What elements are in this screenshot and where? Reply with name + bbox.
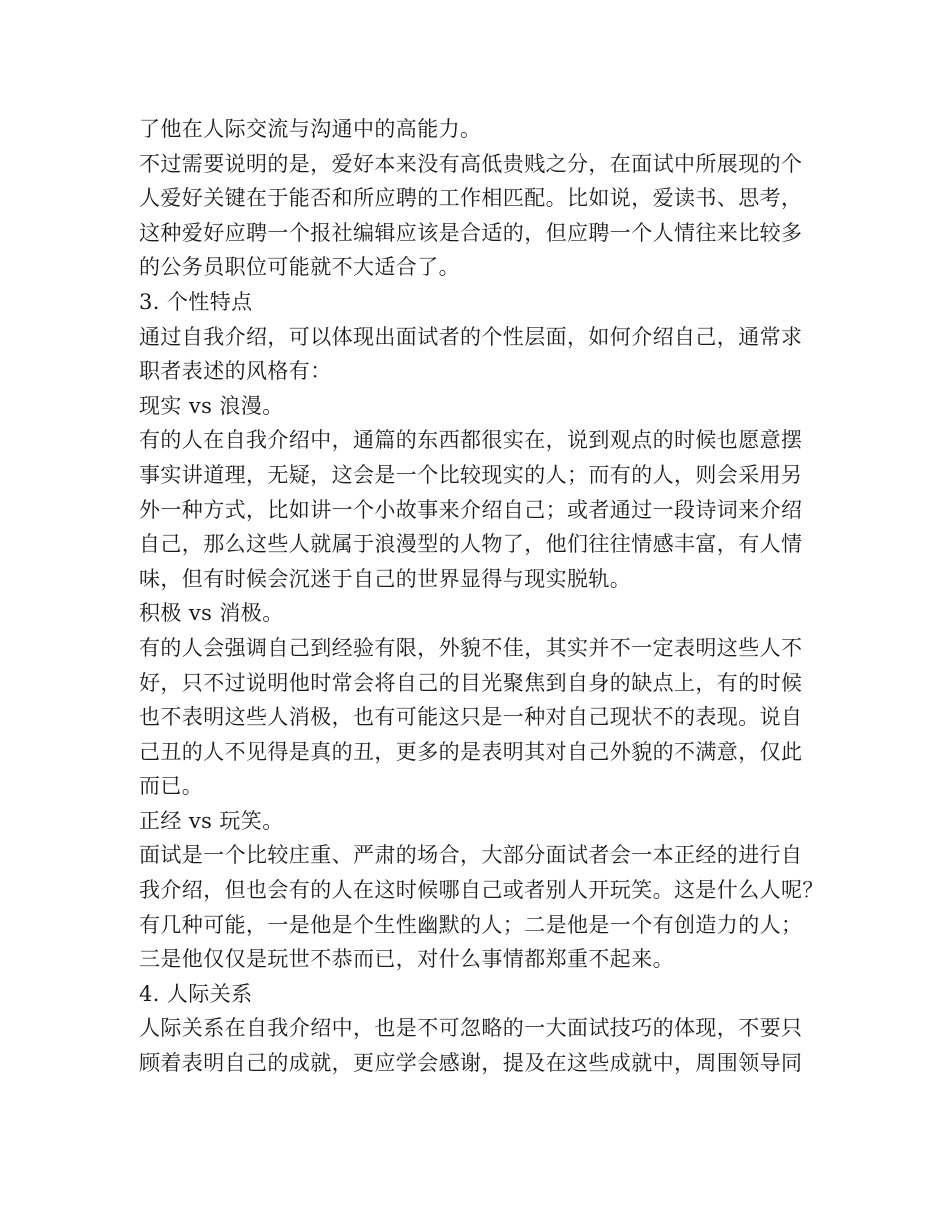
text-line: 我介绍，但也会有的人在这时候哪自己或者别人开玩笑。这是什么人呢？ [139,878,824,903]
text-line: 有几种可能，一是他是个生性幽默的人；二是他是一个有创造力的人； [139,912,803,937]
text-line: 人爱好关键在于能否和所应聘的工作相匹配。比如说，爱读书、思考， [139,186,803,211]
text-line: 自己，那么这些人就属于浪漫型的人物了，他们往往情感丰富，有人情 [139,532,803,557]
text-line: 味，但有时候会沉迷于自己的世界显得与现实脱轨。 [139,566,632,591]
text-line: 有的人会强调自己到经验有限，外貌不佳，其实并不一定表明这些人不 [139,635,803,660]
text-line: 了他在人际交流与沟通中的高能力。 [139,117,482,141]
text-line: 顾着表明自己的成就，更应学会感谢，提及在这些成就中，周围领导同 [139,1051,803,1076]
text-line: 好，只不过说明他时常会将自己的目光聚焦到自身的缺点上，有的时候 [139,670,803,695]
section-heading: 3. 个性特点 [139,289,253,314]
text-line: 人际关系在自我介绍中，也是不可忽略的一大面试技巧的体现，不要只 [139,1016,803,1041]
text-line: 的公务员职位可能就不大适合了。 [139,255,460,280]
subheading: 积极 vs 消极。 [139,601,284,626]
text-line: 而已。 [139,774,204,799]
text-line: 也不表明这些人消极，也有可能这只是一种对自己现状不的表现。说自 [139,705,803,730]
text-line: 通过自我介绍，可以体现出面试者的个性层面，如何介绍自己，通常求 [139,324,803,349]
text-line: 有的人在自我介绍中，通篇的东西都很实在，说到观点的时候也愿意摆 [139,428,803,453]
section-heading: 4. 人际关系 [139,981,253,1006]
text-line: 三是他仅仅是玩世不恭而已，对什么事情都郑重不起来。 [139,947,674,972]
text-line: 这种爱好应聘一个报社编辑应该是合适的，但应聘一个人情往来比较多 [139,220,803,245]
text-line: 不过需要说明的是，爱好本来没有高低贵贱之分，在面试中所展现的个 [139,151,803,176]
text-line: 事实讲道理，无疑，这会是一个比较现实的人；而有的人，则会采用另 [139,462,803,487]
text-line: 职者表述的风格有： [139,359,332,384]
text-line: 面试是一个比较庄重、严肃的场合，大部分面试者会一本正经的进行自 [139,843,803,868]
text-line: 己丑的人不见得是真的丑，更多的是表明其对自己外貌的不满意，仅此 [139,739,803,764]
subheading: 现实 vs 浪漫。 [139,393,284,418]
document-page [139,112,824,1081]
subheading: 正经 vs 玩笑。 [139,808,284,833]
text-line: 外一种方式，比如讲一个小故事来介绍自己；或者通过一段诗词来介绍 [139,497,803,522]
